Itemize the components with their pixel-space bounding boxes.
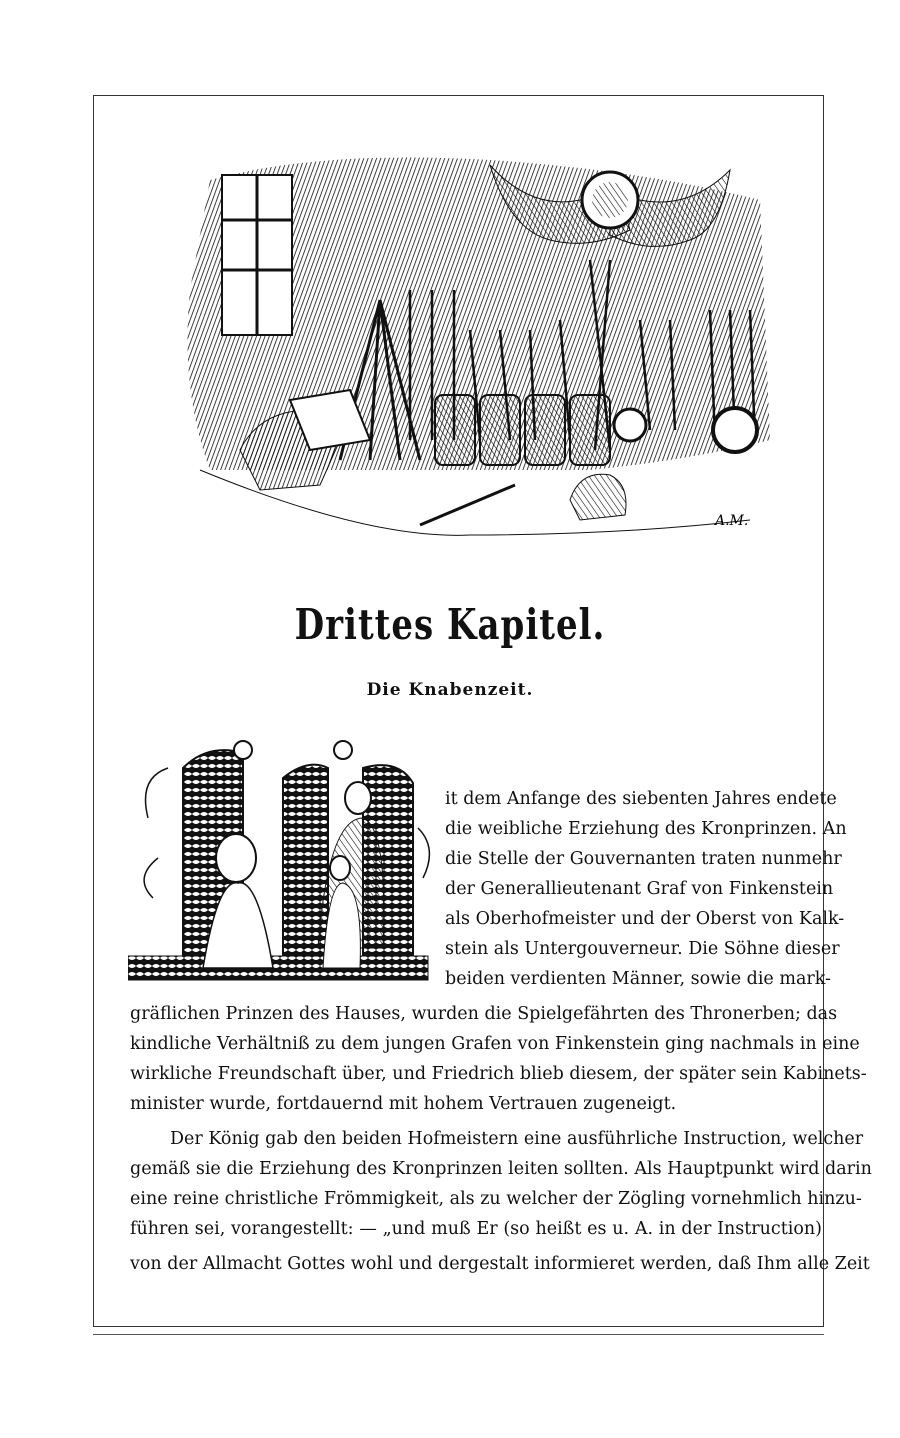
text-line: minister wurde, fortdauernd mit hohem Vertrauen zugeneigt. [130,1094,677,1114]
text-line: beiden verdienten Männer, sowie die mark- [445,969,831,989]
artist-signature: A.M. [715,513,749,529]
text-line: als Oberhofmeister und der Oberst von Kalk- [445,909,845,929]
text-line: führen sei, vorangestellt: — „und muß Er (so heißt es u. A. in der Instruction) [130,1219,822,1239]
armoury-illustration [170,140,770,560]
chapter-title: Drittes Kapitel. [294,600,606,650]
text-line: wirkliche Freundschaft über, und Friedrich blieb diesem, der später sein Kabinets- [130,1064,867,1084]
text-line: kindliche Verhältniß zu dem jungen Grafen von Finkenstein ging nachmals in eine [130,1034,860,1054]
text-line: gemäß sie die Erziehung des Kronprinzen leiten sollten. Als Hauptpunkt wird darin [130,1159,872,1179]
text-line: gräflichen Prinzen des Hauses, wurden die Spielgefährten des Thronerben; das [130,1004,838,1024]
text-line: Der König gab den beiden Hofmeistern eine ausführliche Instruction, welcher [170,1129,864,1149]
bottom-rule [93,1334,824,1335]
text-line: von der Allmacht Gottes wohl und dergestalt informieret werden, daß Ihm alle Zeit [130,1254,870,1274]
chapter-subtitle: Die Knabenzeit. [366,680,534,700]
text-line: eine reine christliche Frömmigkeit, als zu welcher der Zögling vornehmlich hinzu- [130,1189,862,1209]
decorated-initial-m-icon [128,738,440,1000]
text-line: der Generallieutenant Graf von Finkenstein [445,879,834,899]
text-line: it dem Anfange des siebenten Jahres endete [445,789,837,809]
text-line: die Stelle der Gouvernanten traten nunmehr [445,849,842,869]
text-line: die weibliche Erziehung des Kronprinzen. An [445,819,847,839]
text-line: stein als Untergouverneur. Die Söhne dieser [445,939,840,959]
